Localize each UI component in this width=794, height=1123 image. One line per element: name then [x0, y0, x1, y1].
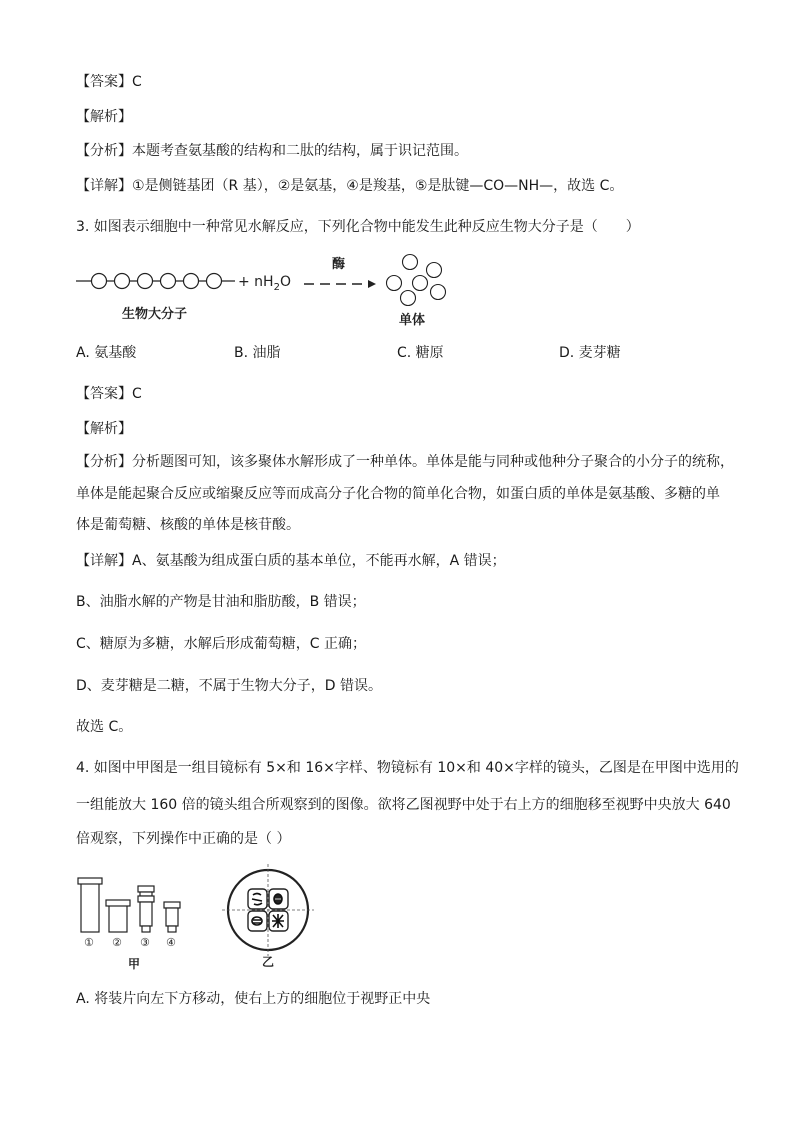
microscope-view-figure [220, 862, 320, 974]
answer-value: C [132, 74, 142, 90]
analysis-text: 本题考查氨基酸的结构和二肽的结构，属于识记范围。 [132, 143, 468, 159]
figure-caption-right: 乙 [262, 955, 275, 969]
q4-stem-line-1: 4. 如图中甲图是一组目镜标有 5×和 16×字样、物镜标有 10×和 40×字样的镜头，乙图是在甲图中选用的 [76, 760, 739, 776]
analysis-text-1: 分析题图可知，该多聚体水解形成了一种单体。单体是能与同种或他种分子聚合的小分子的统称， [132, 454, 734, 470]
q4-stem-line-2: 一组能放大 160 倍的镜头组合所观察到的图像。欲将乙图视野中处于右上方的细胞移至视野中央放大 640 [76, 797, 731, 813]
lens-2-icon [109, 904, 127, 932]
q2-detail [76, 176, 623, 196]
q2-answer [76, 72, 142, 92]
detail-tag: 【详解】 [76, 178, 132, 194]
q3-option-d: D. 麦芽糖 [559, 345, 621, 361]
q3-detail-c: C、糖原为多糖，水解后形成葡萄糖，C 正确； [76, 636, 366, 652]
q3-analysis-line-3: 体是葡萄糖、核酸的单体是核苷酸。 [76, 517, 300, 533]
hydrolysis-figure [70, 248, 460, 330]
answer-tag: 【答案】 [76, 386, 132, 402]
lens-4-icon [164, 902, 180, 908]
q3-analysis [76, 452, 734, 472]
q3-option-a: A. 氨基酸 [76, 345, 137, 361]
analysis-tag: 【分析】 [76, 454, 132, 470]
q3-stem: 3. 如图表示细胞中一种常见水解反应，下列化合物中能发生此种反应生物大分子是（ ） [76, 219, 640, 235]
reactant-label: 生物大分子 [122, 307, 188, 322]
figure-caption-left: 甲 [128, 957, 141, 971]
q2-analysis [76, 141, 468, 161]
q3-conclusion: 故选 C。 [76, 719, 133, 735]
detail-tag: 【详解】 [76, 553, 132, 569]
q3-answer [76, 384, 142, 404]
answer-value: C [132, 386, 142, 402]
lens-label-4: ④ [166, 936, 176, 949]
cell-top-left-icon [248, 889, 267, 909]
analysis-tag: 【分析】 [76, 143, 132, 159]
q3-detail-a [76, 551, 506, 571]
q3-analysis-line-2: 单体是能起聚合反应或缩聚反应等而成高分子化合物的简单化合物，如蛋白质的单体是氨基酸、多糖的单 [76, 486, 720, 502]
product-label: 单体 [399, 313, 426, 328]
lens-figure [70, 868, 190, 972]
lens-3-icon [138, 886, 154, 892]
detail-text: ①是侧链基团（R 基），②是氨基，④是羧基，⑤是肽键—CO—NH—，故选 C。 [132, 178, 624, 194]
q3-detail-d: D、麦芽糖是二糖，不属于生物大分子，D 错误。 [76, 678, 383, 694]
lens-label-2: ② [112, 936, 122, 949]
monomers [387, 255, 446, 306]
q2-analysis-heading: 【解析】 [76, 109, 132, 125]
lens-1-icon [81, 882, 99, 932]
q3-option-c: C. 糖原 [397, 345, 444, 361]
q3-option-b: B. 油脂 [234, 345, 281, 361]
q4-option-a: A. 将装片向左下方移动，使右上方的细胞位于视野正中央 [76, 991, 431, 1007]
lens-label-3: ③ [140, 936, 150, 949]
enzyme-label: 酶 [332, 257, 346, 272]
detail-a-text: A、氨基酸为组成蛋白质的基本单位，不能再水解，A 错误； [132, 553, 506, 569]
q3-detail-b: B、油脂水解的产物是甘油和脂肪酸，B 错误； [76, 594, 366, 610]
q4-stem-line-3: 倍观察，下列操作中正确的是（ ） [76, 831, 291, 847]
cell-bottom-left-icon [248, 911, 267, 931]
q3-analysis-heading: 【解析】 [76, 421, 132, 437]
water-term: + $nH_2O$ [238, 274, 291, 293]
answer-tag: 【答案】 [76, 74, 132, 90]
lens-label-1: ① [84, 936, 94, 949]
arrow-head-icon [368, 280, 376, 288]
